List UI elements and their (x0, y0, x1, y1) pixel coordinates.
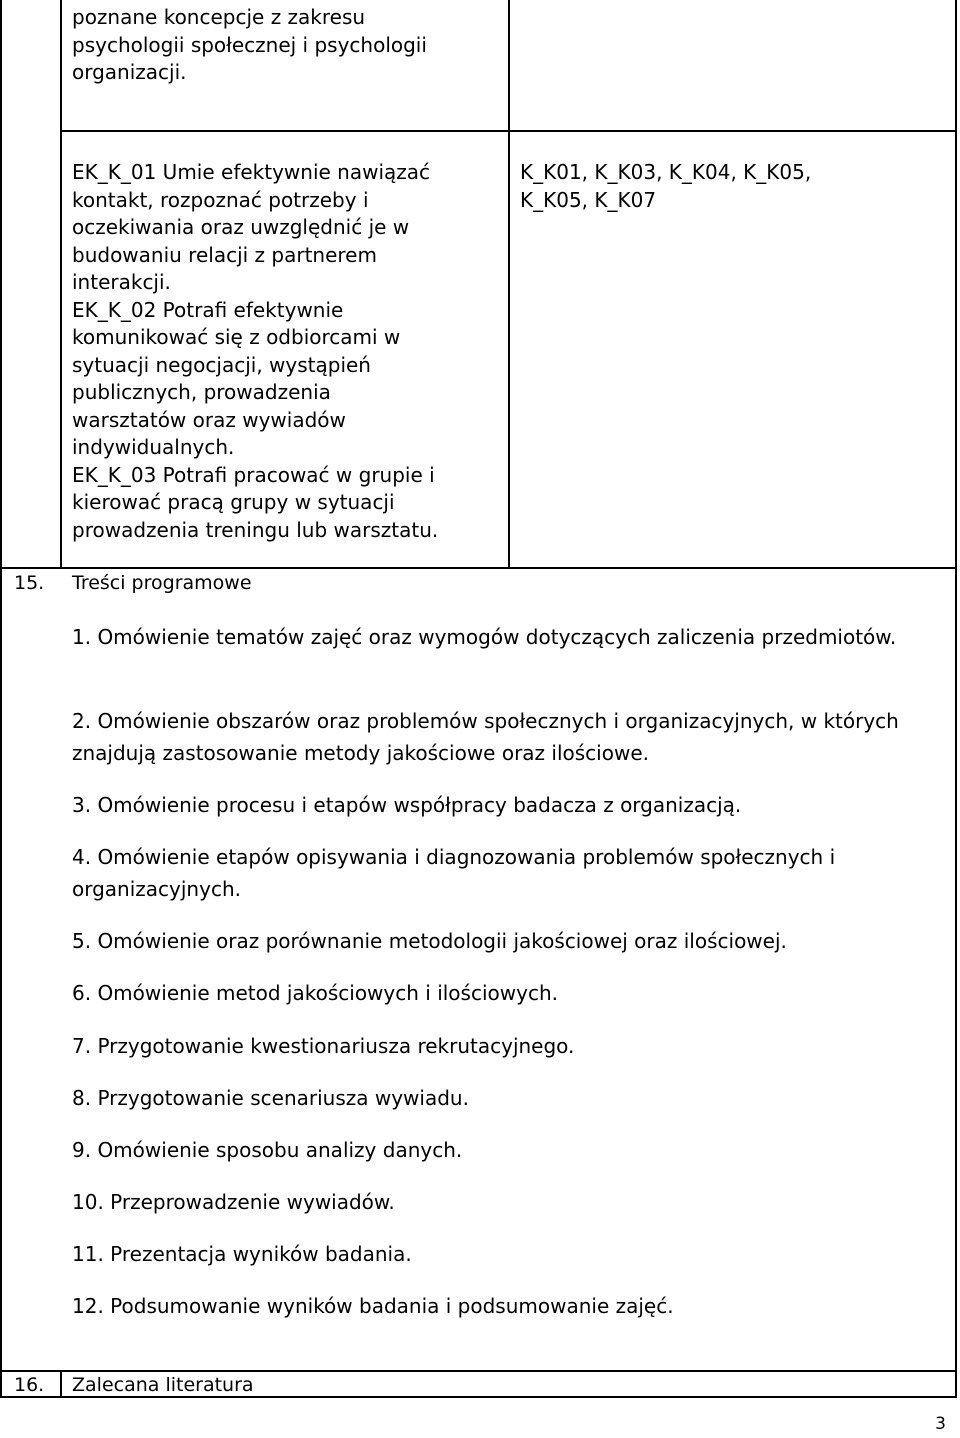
program-item-8: 8. Przygotowanie scenariusza wywiadu. (72, 1086, 469, 1110)
section-16-number: 16. (14, 1374, 45, 1396)
program-item-5: 5. Omówienie oraz porównanie metodologii jakościowej oraz ilościowej. (72, 929, 787, 953)
page-number: 3 (935, 1414, 946, 1434)
concepts-text: poznane koncepcje z zakresu psychologii społecznej i psychologii organizacji. (72, 5, 427, 84)
table-row-divider-2 (0, 567, 957, 569)
effect-codes-text: K_K01, K_K03, K_K04, K_K05, K_K05, K_K07 (520, 160, 812, 212)
program-item-6: 6. Omówienie metod jakościowych i ilościowych. (72, 981, 558, 1005)
section-16-title: Zalecana literatura (72, 1374, 254, 1396)
program-item-7: 7. Przygotowanie kwestionariusza rekrutacyjnego. (72, 1034, 575, 1058)
table-border-left (0, 0, 2, 1398)
table-border-right (955, 0, 957, 1398)
table-column-divider-2 (508, 0, 510, 568)
learning-effects-text: EK_K_01 Umie efektywnie nawiązać kontakt, rozpoznać potrzeby i oczekiwania oraz uwzględnić je w budowaniu relacji z partnerem interakcji. EK_K_02 Potrafi efektywnie komunikować się z odbiorcami w sytuacji negocjacji, wystąpień publicznych, prowadzenia warsztatów oraz wywiadów indywidualnych. EK_K_03 Potrafi pracować w grupie i kierować pracą grupy w sytuacji prowadzenia treningu lub warsztatu. (72, 160, 439, 542)
program-item-1: 1. Omówienie tematów zajęć oraz wymogów dotyczących zaliczenia przedmiotów. (72, 625, 897, 649)
table-column-divider-1 (60, 0, 62, 568)
program-item-12: 12. Podsumowanie wyników badania i podsumowanie zajęć. (72, 1294, 674, 1318)
section-15-number: 15. (14, 572, 45, 594)
table-column-divider-3 (60, 1370, 62, 1398)
table-border-bottom (0, 1396, 957, 1398)
table-row-divider-3 (0, 1370, 957, 1372)
program-item-9: 9. Omówienie sposobu analizy danych. (72, 1138, 463, 1162)
section-15-title: Treści programowe (72, 572, 252, 594)
program-item-4: 4. Omówienie etapów opisywania i diagnozowania problemów społecznych i organizacyjnych. (72, 845, 836, 901)
table-row-divider-1 (60, 130, 957, 132)
program-item-3: 3. Omówienie procesu i etapów współpracy badacza z organizacją. (72, 793, 742, 817)
program-item-11: 11. Prezentacja wyników badania. (72, 1242, 412, 1266)
program-item-2: 2. Omówienie obszarów oraz problemów społecznych i organizacyjnych, w których znajdują zastosowanie metody jakościowe oraz ilościowe. (72, 709, 899, 765)
program-item-10: 10. Przeprowadzenie wywiadów. (72, 1190, 395, 1214)
